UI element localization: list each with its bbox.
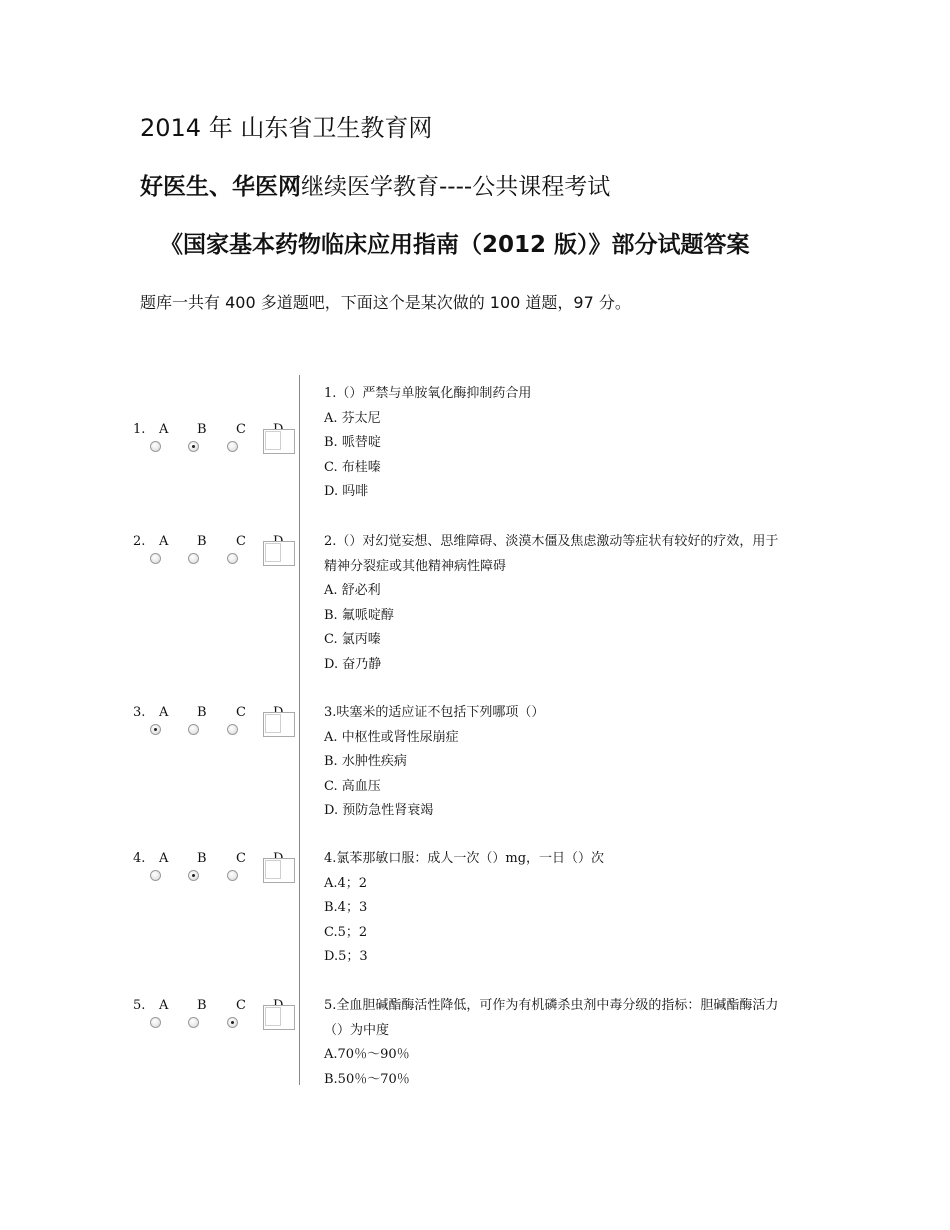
answer-choices	[133, 705, 298, 755]
option-letter-a: A	[159, 705, 169, 720]
answer-option: A. 中枢性或肾性尿崩症	[324, 729, 459, 745]
answer-option: A.4；2	[324, 875, 368, 891]
answer-option: B.4；3	[324, 900, 368, 915]
question-text	[324, 701, 824, 824]
checkbox-option-d[interactable]	[263, 541, 295, 566]
question-stem: 2.（）对幻觉妄想、思维障碍、淡漠木僵及焦虑激动等症状有较好的疗效，用于	[324, 534, 779, 549]
radio-option-c[interactable]	[227, 553, 238, 564]
radio-option-b[interactable]	[188, 553, 199, 564]
exam-title: 《国家基本药物临床应用指南（2012 版）》部分试题答案	[160, 232, 750, 258]
question-text	[324, 382, 824, 505]
radio-option-a[interactable]	[150, 870, 161, 881]
option-letter-c: C	[236, 998, 246, 1013]
question-number: 4.	[133, 851, 146, 866]
answer-option: C. 高血压	[324, 778, 381, 794]
column-divider	[299, 375, 300, 1085]
radio-option-a[interactable]	[150, 441, 161, 452]
question-stem: 精神分裂症或其他精神病性障碍	[324, 558, 507, 574]
radio-option-a[interactable]	[150, 1017, 161, 1028]
answer-option: B. 哌替啶	[324, 435, 381, 450]
checkbox-option-d[interactable]	[263, 429, 295, 454]
question-number: 1.	[133, 422, 146, 437]
answer-option: D. 吗啡	[324, 484, 369, 499]
radio-option-a[interactable]	[150, 724, 161, 735]
question-stem: 1.（）严禁与单胺氧化酶抑制药合用	[324, 386, 532, 401]
answer-option: D. 奋乃静	[324, 656, 382, 672]
option-letter-b: B	[197, 998, 207, 1013]
question-stem: 5.全血胆碱酯酶活性降低，可作为有机磷杀虫剂中毒分级的指标：胆碱酯酶活力	[324, 998, 779, 1013]
option-letter-a: A	[159, 422, 169, 437]
answer-option: D.5；3	[324, 949, 368, 964]
checkbox-option-d[interactable]	[263, 858, 295, 883]
answer-row	[133, 998, 298, 1048]
option-letter-c: C	[236, 851, 246, 866]
checkbox-option-d[interactable]	[263, 1005, 295, 1030]
question-stem: 3.呋塞米的适应证不包括下列哪项（）	[324, 705, 545, 720]
course-subtitle-bold: 好医生、华医网	[140, 174, 301, 200]
question-number: 2.	[133, 534, 146, 549]
answer-option: D. 预防急性肾衰竭	[324, 803, 434, 818]
question-text	[324, 530, 824, 677]
radio-option-c[interactable]	[227, 441, 238, 452]
radio-option-b[interactable]	[188, 724, 199, 735]
radio-option-b[interactable]	[188, 1017, 199, 1028]
page-title: 2014 年 山东省卫生教育网	[140, 114, 433, 142]
option-letter-b: B	[197, 851, 207, 866]
answer-row	[133, 705, 298, 755]
checkbox-option-d[interactable]	[263, 712, 295, 737]
question-text	[324, 994, 824, 1092]
question-number: 5.	[133, 998, 146, 1013]
option-letter-c: C	[236, 422, 246, 437]
question-stem: 4.氯苯那敏口服：成人一次（）mg，一日（）次	[324, 851, 605, 866]
course-subtitle-rest: 继续医学教育----公共课程考试	[301, 174, 611, 200]
answer-row	[133, 851, 298, 901]
option-letter-c: C	[236, 705, 246, 720]
option-letter-c: C	[236, 534, 246, 549]
answer-option: B.50％～70％	[324, 1071, 410, 1087]
answer-row	[133, 534, 298, 584]
answer-option: B. 水肿性疾病	[324, 754, 407, 769]
option-letter-b: B	[197, 534, 207, 549]
radio-option-c[interactable]	[227, 724, 238, 735]
answer-choices	[133, 851, 298, 901]
option-letter-a: A	[159, 534, 169, 549]
intro-text: 题库一共有 400 多道题吧，下面这个是某次做的 100 道题，97 分。	[140, 293, 631, 312]
answer-option: A.70％～90％	[324, 1047, 410, 1062]
option-letter-a: A	[159, 851, 169, 866]
question-text	[324, 847, 824, 970]
option-letter-b: B	[197, 422, 207, 437]
question-number: 3.	[133, 705, 146, 720]
answer-option: C.5；2	[324, 924, 368, 940]
option-letter-a: A	[159, 998, 169, 1013]
answer-option: A. 芬太尼	[324, 410, 381, 426]
radio-option-c[interactable]	[227, 870, 238, 881]
option-letter-b: B	[197, 705, 207, 720]
answer-choices	[133, 998, 298, 1048]
course-subtitle	[140, 168, 610, 201]
answer-row	[133, 422, 298, 472]
answer-option: C. 布桂嗪	[324, 459, 381, 475]
radio-option-c[interactable]	[227, 1017, 238, 1028]
radio-option-b[interactable]	[188, 441, 199, 452]
answer-choices	[133, 534, 298, 584]
answer-option: A. 舒必利	[324, 583, 381, 598]
answer-option: C. 氯丙嗪	[324, 632, 381, 647]
answer-choices	[133, 422, 298, 472]
radio-option-b[interactable]	[188, 870, 199, 881]
question-stem: （）为中度	[324, 1022, 390, 1038]
answer-option: B. 氟哌啶醇	[324, 607, 394, 623]
radio-option-a[interactable]	[150, 553, 161, 564]
